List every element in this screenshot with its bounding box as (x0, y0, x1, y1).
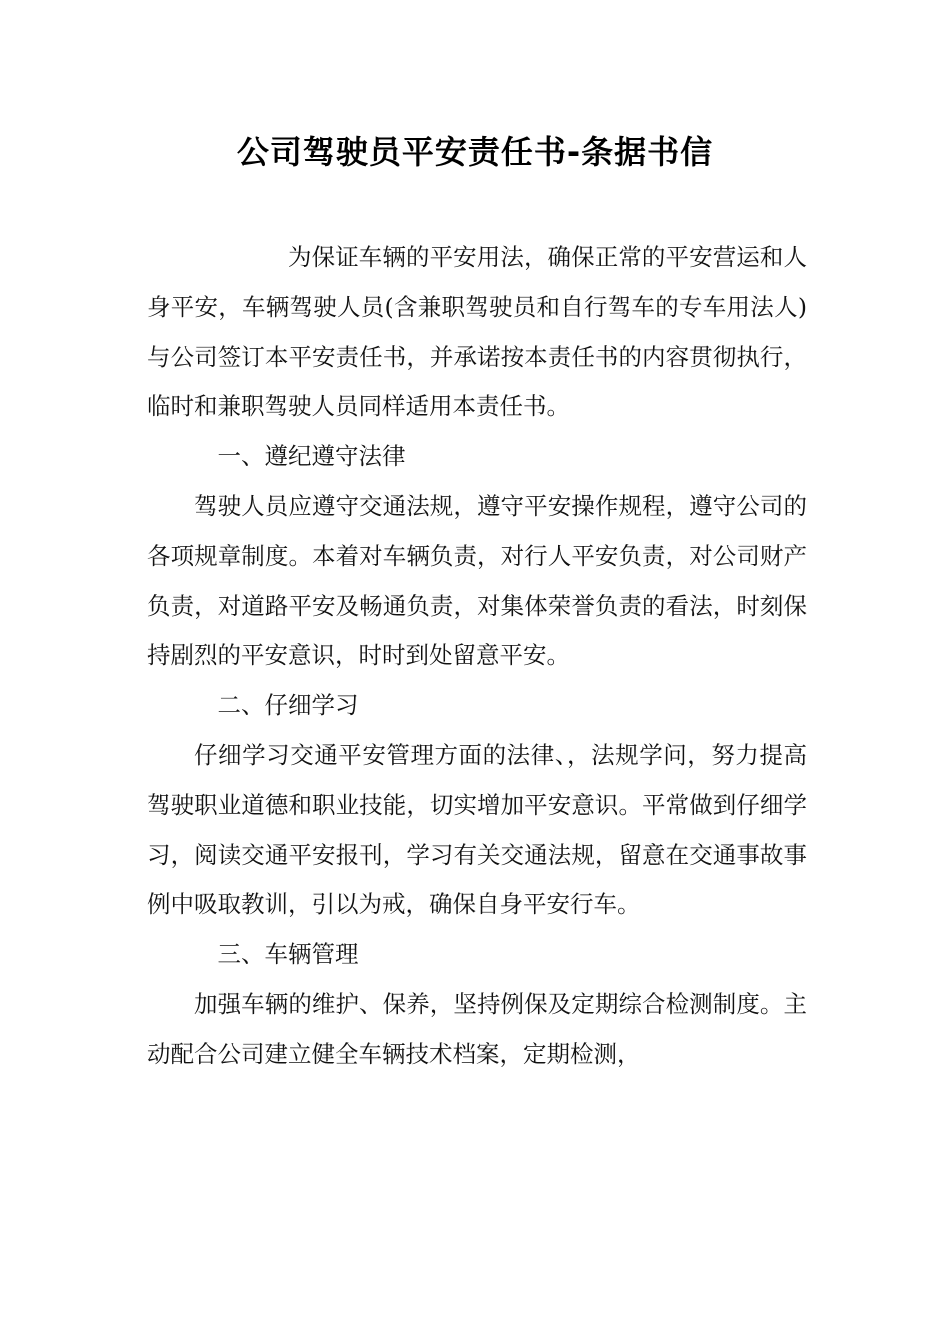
section-heading-3: 三、车辆管理 (217, 940, 359, 969)
section-heading-1: 一、遵纪遵守法律 (217, 442, 406, 471)
document-title: 公司驾驶员平安责任书-条据书信 (236, 133, 714, 171)
section-paragraph-2: 仔细学习交通平安管理方面的法律、，法规学问，努力提高驾驶职业道德和职业技能，切实增加平安意识。平常做到仔细学习，阅读交通平安报刊，学习有关交通法规，留意在交通事故事例中吸取教训，引以为戒，确保自身平安行车。 (147, 740, 807, 919)
section-paragraph-1: 驾驶人员应遵守交通法规，遵守平安操作规程，遵守公司的各项规章制度。本着对车辆负责，对行人平安负责，对公司财产负责，对道路平安及畅通负责，对集体荣誉负责的看法，时刻保持剧烈的平安意识，时时到处留意平安。 (147, 491, 807, 670)
intro-paragraph: 为保证车辆的平安用法，确保正常的平安营运和人身平安，车辆驾驶人员(含兼职驾驶员和自行驾车的专车用法人)与公司签订本平安责任书，并承诺按本责任书的内容贯彻执行，临时和兼职驾驶人员同样适用本责任书。 (147, 243, 807, 421)
section-paragraph-3: 加强车辆的维护、保养，坚持例保及定期综合检测制度。主动配合公司建立健全车辆技术档案，定期检测， (147, 989, 807, 1068)
document-body (147, 233, 807, 1080)
section-heading-2: 二、仔细学习 (217, 691, 359, 720)
